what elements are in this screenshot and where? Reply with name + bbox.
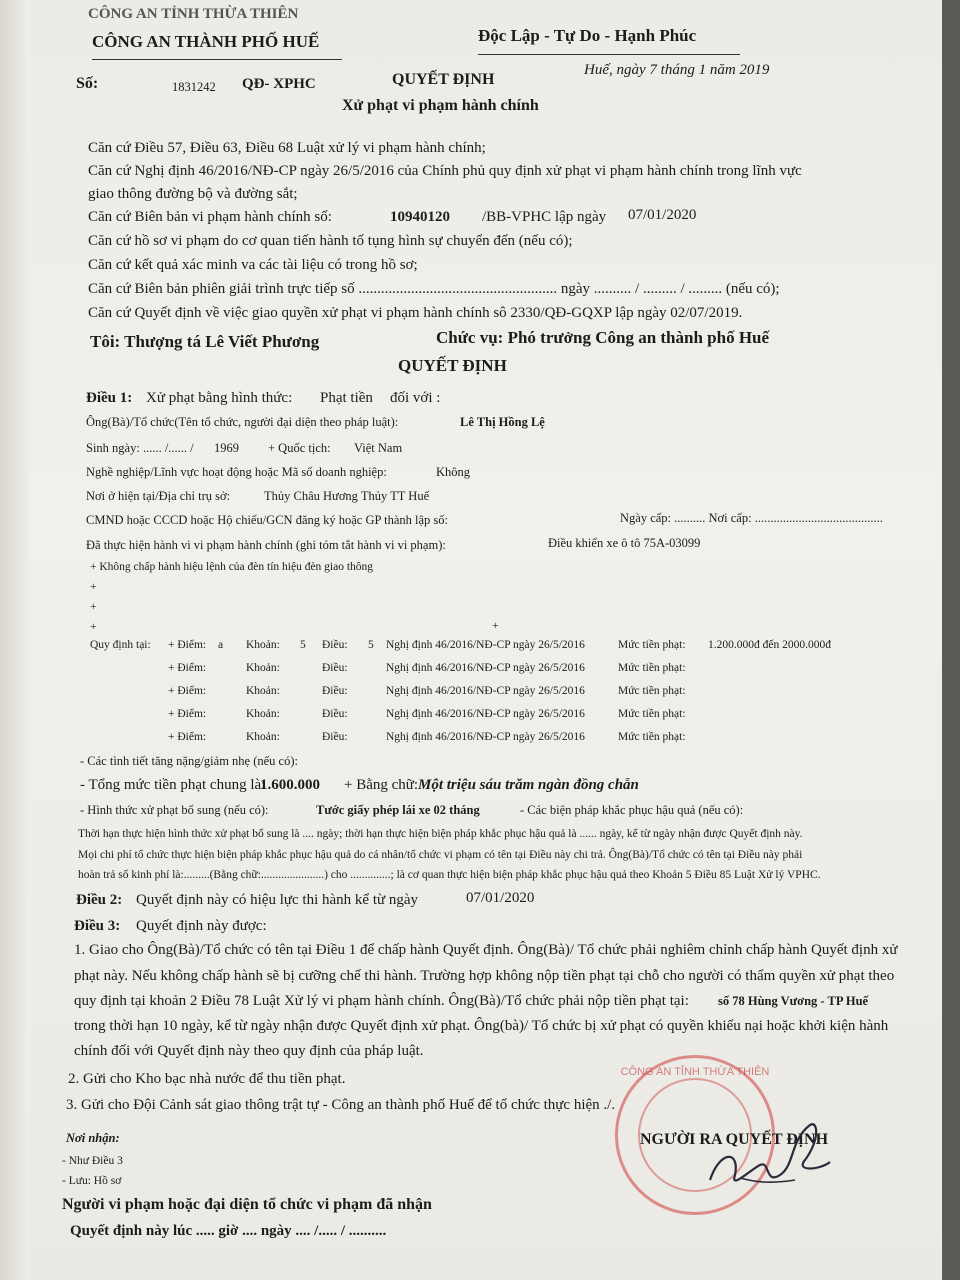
article2-text: Quyết định này có hiệu lực thi hành kể từ ngày: [136, 892, 419, 908]
officer-name: Tôi: Thượng tá Lê Viết Phương: [90, 332, 320, 351]
preamble-line-8: Căn cứ Quyết định về việc giao quyền xử phạt vi phạm hành chính sô 2330/QĐ-GQXP lập ngày 02/07/2019.: [88, 305, 743, 321]
violation-item-4: +: [90, 621, 97, 633]
preamble-line-1: Căn cứ Điều 57, Điều 63, Điều 68 Luật xử lý vi phạm hành chính;: [88, 140, 486, 156]
violation-item-3: +: [90, 601, 97, 613]
so-label: Số:: [76, 75, 99, 92]
decision-code: QĐ- XPHC: [242, 76, 316, 92]
reg-diem-label: + Điểm:: [168, 662, 207, 674]
regulation-label: Quy định tại:: [90, 639, 151, 651]
article1-para-1: Thời hạn thực hiện hình thức xử phạt bổ sung là .... ngày; thời hạn thực hiện biện pháp khắc phục hậu quả là ...... ngày, kể từ ngày nhận được Quyết định này.: [78, 828, 803, 840]
reg-khoan-value: 5: [300, 639, 306, 651]
article3-line-3: quy định tại khoản 2 Điều 78 Luật Xử lý vi phạm hành chính. Ông(Bà)/Tổ chức phải nộp tiền phạt tại:: [74, 993, 689, 1009]
reg-decree: Nghị định 46/2016/NĐ-CP ngày 26/5/2016: [386, 685, 585, 697]
reg-diem-label: + Điểm:: [168, 685, 207, 697]
page-edge: [0, 0, 30, 1280]
top-cut-text: CÔNG AN TỈNH THỪA THIÊN: [88, 6, 299, 22]
reg-diem-value: a: [218, 639, 224, 651]
article3-text: Quyết định này được:: [136, 918, 267, 934]
article1-label: Điều 1:: [86, 390, 133, 406]
extra-penalty-label: - Hình thức xử phạt bổ sung (nếu có):: [80, 803, 269, 817]
remedy-label: - Các biện pháp khắc phục hậu quả (nếu có):: [520, 803, 744, 817]
violation-item-2: +: [90, 581, 97, 593]
offender-name: Lê Thị Hồng Lệ: [460, 415, 545, 429]
agency-underline: [92, 59, 342, 60]
id-label: CMND hoặc CCCD hoặc Hộ chiếu/GCN đăng ký hoặc GP thành lập số:: [86, 513, 448, 527]
report-code: /BB-VPHC lập ngày: [482, 209, 607, 225]
doc-subject: Xử phạt vi phạm hành chính: [342, 97, 539, 114]
preamble-line-2: Căn cứ Nghị định 46/2016/NĐ-CP ngày 26/5/2016 của Chính phủ quy định xử phạt vi phạm hành chính trong lĩnh vực: [88, 163, 802, 179]
reg-diem-label: + Điểm:: [168, 708, 207, 720]
reg-diem-label: + Điểm:: [168, 731, 207, 743]
recipient-1: - Như Điều 3: [62, 1155, 123, 1167]
reg-dieu-label: Điều:: [322, 708, 348, 720]
total-fine: 1.600.000: [260, 777, 320, 793]
article3-line-5: chính đối với Quyết định này theo quy định của pháp luật.: [74, 1043, 424, 1059]
act-label: Đã thực hiện hành vi vi phạm hành chính (ghi tóm tắt hành vi vi phạm):: [86, 538, 446, 552]
preamble-line-4: Căn cứ Biên bản vi phạm hành chính số:: [88, 209, 332, 225]
recipients-label: Nơi nhận:: [66, 1131, 120, 1145]
job-label: Nghề nghiệp/Lĩnh vực hoạt động hoặc Mã số doanh nghiệp:: [86, 465, 387, 479]
reg-dieu-label: Điều:: [322, 731, 348, 743]
offender-label: Ông(Bà)/Tổ chức(Tên tổ chức, người đại diện theo pháp luật):: [86, 415, 399, 429]
recipient-2: - Lưu: Hồ sơ: [62, 1175, 122, 1187]
reg-dieu-label: Điều:: [322, 685, 348, 697]
reg-dieu-label: Điều:: [322, 662, 348, 674]
article1-para-3: hoàn trả số kinh phí là:.........(Bằng chữ:......................) cho ..............; là cơ quan thực hiện biện pháp khắc phục hậu quả theo Khoản 5 Điều 85 Luật Xử lý VPHC.: [78, 869, 821, 881]
reg-decree: Nghị định 46/2016/NĐ-CP ngày 26/5/2016: [386, 731, 585, 743]
reg-dieu-label: Điều:: [322, 639, 348, 651]
words-label: + Bằng chữ:: [344, 777, 419, 793]
penalty-against: đối với :: [390, 390, 441, 406]
reg-fine-label: Mức tiền phạt:: [618, 685, 686, 697]
article3-line-2: phạt này. Nếu không chấp hành sẽ bị cưỡng chế thi hành. Trường hợp không nộp tiền phạt tại chỗ cho người có thẩm quyền xử phạt theo: [74, 968, 895, 984]
reg-fine-label: Mức tiền phạt:: [618, 731, 686, 743]
penalty-form-label: Xử phạt bằng hình thức:: [146, 390, 293, 406]
reg-fine-label: Mức tiền phạt:: [618, 708, 686, 720]
officer-title: Chức vụ: Phó trưởng Công an thành phố Huế: [436, 328, 770, 347]
reg-khoan-label: Khoản:: [246, 685, 280, 697]
article3-line-1: 1. Giao cho Ông(Bà)/Tổ chức có tên tại Điều 1 để chấp hành Quyết định. Ông(Bà)/ Tổ chức phải nghiêm chỉnh chấp hành Quyết định xử: [74, 942, 898, 958]
reg-dieu-value: 5: [368, 639, 374, 651]
reg-fine-label: Mức tiền phạt:: [618, 639, 686, 651]
article3-line-7: 3. Gửi cho Đội Cảnh sát giao thông trật tự - Công an thành phố Huế để tổ chức thực hiện ./.: [66, 1097, 616, 1113]
total-fine-label: - Tổng mức tiền phạt chung là:: [80, 777, 266, 793]
report-number: 10940120: [390, 209, 450, 225]
job-value: Không: [436, 465, 471, 479]
id-issue: Ngày cấp: .......... Nơi cấp: .........................................: [620, 511, 883, 525]
seal-text: CÔNG AN TỈNH THỪA THIÊN: [620, 1066, 770, 1078]
national-motto: Độc Lập - Tự Do - Hạnh Phúc: [478, 26, 697, 45]
preamble-line-3: giao thông đường bộ và đường sắt;: [88, 186, 298, 202]
vehicle-text: Điều khiển xe ô tô 75A-03099: [548, 536, 701, 550]
article2-label: Điều 2:: [76, 892, 123, 908]
dob-label: Sinh ngày: ...... /...... /: [86, 441, 194, 455]
received-line-1: Người vi phạm hoặc đại diện tổ chức vi phạm đã nhận: [62, 1196, 432, 1213]
preamble-line-5: Căn cứ hồ sơ vi phạm do cơ quan tiến hành tố tụng hình sự chuyển đến (nếu có);: [88, 233, 573, 249]
article2-date: 07/01/2020: [466, 890, 535, 906]
address-label: Nơi ở hiện tại/Địa chỉ trụ sở:: [86, 489, 231, 503]
fine-in-words: Một triệu sáu trăm ngàn đồng chẵn: [418, 777, 639, 793]
motto-underline: [478, 54, 740, 55]
signer-title: NGƯỜI RA QUYẾT ĐỊNH: [640, 1131, 829, 1148]
extra-penalty: Tước giấy phép lái xe 02 tháng: [316, 803, 480, 817]
dob-year: 1969: [214, 441, 239, 455]
penalty-form: Phạt tiền: [320, 390, 373, 406]
reg-khoan-label: Khoản:: [246, 731, 280, 743]
article3-line-4: trong thời hạn 10 ngày, kể từ ngày nhận được Quyết định xử phạt. Ông(bà)/ Tổ chức bị xử phạt có quyền khiếu nại hoặc khởi kiện hành: [74, 1018, 889, 1034]
address-value: Thủy Châu Hương Thủy TT Huế: [264, 489, 430, 503]
reg-fine-value: 1.200.000đ đến 2000.000đ: [708, 639, 831, 651]
article3-line-6: 2. Gửi cho Kho bạc nhà nước để thu tiền phạt.: [68, 1071, 346, 1087]
preamble-line-6: Căn cứ kết quả xác minh va các tài liệu có trong hồ sơ;: [88, 257, 418, 273]
date-line: Huế, ngày 7 tháng 1 năm 2019: [584, 62, 770, 78]
nationality-label: + Quốc tịch:: [268, 441, 331, 455]
article3-label: Điều 3:: [74, 918, 121, 934]
violation-item-5: +: [492, 620, 499, 632]
agency-name: CÔNG AN THÀNH PHỐ HUẾ: [92, 32, 320, 51]
reg-decree: Nghị định 46/2016/NĐ-CP ngày 26/5/2016: [386, 708, 585, 720]
decision-number: 1831242: [172, 80, 216, 94]
reg-diem-label: + Điểm:: [168, 639, 207, 651]
report-date: 07/01/2020: [628, 207, 697, 223]
reg-khoan-label: Khoản:: [246, 662, 280, 674]
doc-type: QUYẾT ĐỊNH: [392, 71, 495, 88]
received-line-2: Quyết định này lúc ..... giờ .... ngày .... /..... / ..........: [70, 1223, 387, 1239]
article1-para-2: Mọi chi phí tổ chức thực hiện biện pháp khắc phục hậu quả do cá nhân/tổ chức vi phạm có tên tại Điều này chi trả. Ông(Bà)/Tổ chức có tên tại Điều này phải: [78, 849, 803, 861]
reg-khoan-label: Khoản:: [246, 708, 280, 720]
reg-decree: Nghị định 46/2016/NĐ-CP ngày 26/5/2016: [386, 639, 585, 651]
violation-item-1: + Không chấp hành hiệu lệnh của đèn tín hiệu đèn giao thông: [90, 561, 374, 573]
payment-place: số 78 Hùng Vương - TP Huế: [718, 994, 869, 1008]
nationality: Việt Nam: [354, 441, 403, 455]
preamble-line-7: Căn cứ Biên bản phiên giải trình trực tiếp số ..................................................... ngày .......... / ......... / ......... (nếu có);: [88, 281, 780, 297]
reg-khoan-label: Khoản:: [246, 639, 280, 651]
handwritten-signature: [700, 1110, 840, 1200]
aggravating-label: - Các tình tiết tăng nặng/giảm nhẹ (nếu có):: [80, 754, 298, 768]
reg-decree: Nghị định 46/2016/NĐ-CP ngày 26/5/2016: [386, 662, 585, 674]
decision-heading: QUYẾT ĐỊNH: [398, 356, 507, 375]
reg-fine-label: Mức tiền phạt:: [618, 662, 686, 674]
